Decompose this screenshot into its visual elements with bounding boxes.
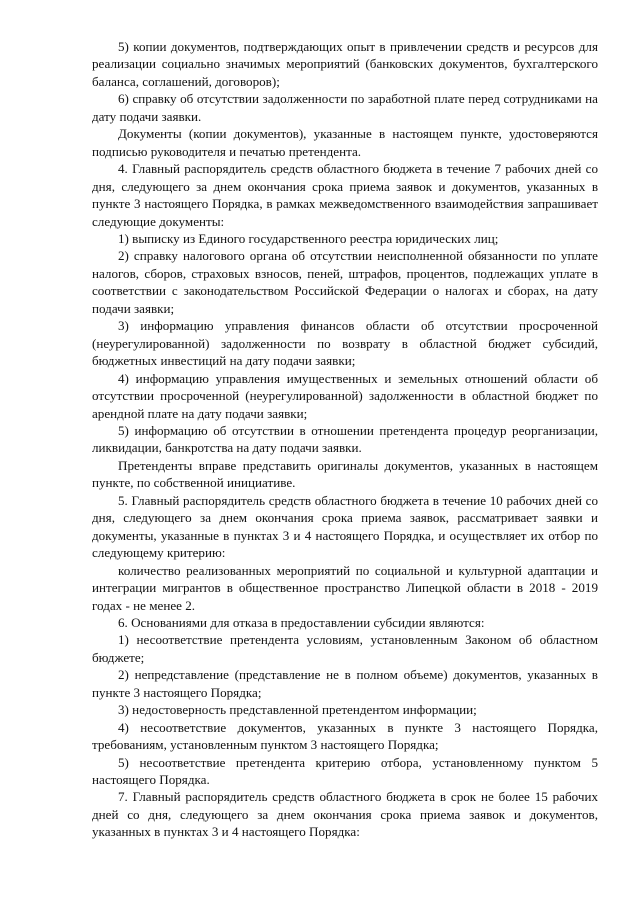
paragraph-section-5: 5. Главный распорядитель средств областного бюджета в течение 10 рабочих дней со дня, следующего за днем окончания срока приема заявок, рассматривает заявки и документы, указанные в пунктах 3 и 4 настоящего Порядка, и осуществляет их отбор по следующему критерию: bbox=[92, 492, 598, 561]
paragraph-refusal-1: 1) несоответствие претендента условиям, установленным Законом об областном бюджете; bbox=[92, 632, 598, 665]
paragraph-item-2-tax: 2) справку налогового органа об отсутствии неисполненной обязанности по уплате налогов, сборов, страховых взносов, пеней, штрафов, процентов, подлежащих уплате в соответствии с законодательством Российской Федерации о налогах и сборах, на дату подачи заявки; bbox=[92, 248, 598, 316]
paragraph-refusal-3: 3) недостоверность представленной претендентом информации; bbox=[118, 702, 477, 718]
paragraph-section-4: 4. Главный распорядитель средств областного бюджета в течение 7 рабочих дней со дня, следующего за днем окончания срока приема заявок и документов, указанных в пункте 3 настоящего Порядка, в рамках межведомственного взаимодействия запрашивает следующие документы: bbox=[92, 161, 598, 229]
paragraph-refusal-4: 4) несоответствие документов, указанных в пункте 3 настоящего Порядка, требованиям, установленным пунктом 3 настоящего Порядка; bbox=[92, 719, 598, 753]
paragraph-item-5-copies: 5) копии документов, подтверждающих опыт в привлечении средств и ресурсов для реализации социально значимых мероприятий (банковских документов, бухгалтерского баланса, соглашений, договоров); bbox=[92, 39, 598, 89]
document-page bbox=[92, 38, 598, 841]
paragraph-section-6: 6. Основаниями для отказа в предоставлении субсидии являются: bbox=[118, 614, 485, 630]
paragraph-section-7: 7. Главный распорядитель средств областного бюджета в срок не более 15 рабочих дней со дня, следующего за днем окончания срока приема заявок и документов, указанных в пунктах 3 и 4 настоящего Порядка: bbox=[92, 789, 598, 840]
paragraph-documents-certification: Документы (копии документов), указанные в настоящем пункте, удостоверяются подписью руководителя и печатью претендента. bbox=[92, 126, 598, 159]
paragraph-refusal-2: 2) непредставление (представление не в полном объеме) документов, указанных в пункте 3 настоящего Порядка; bbox=[92, 667, 598, 700]
paragraph-item-3-finance: 3) информацию управления финансов области об отсутствии просроченной (неурегулированной) задолженности по возврату в областной бюджет субсидий, бюджетных инвестиций на дату подачи заявки; bbox=[92, 318, 598, 369]
paragraph-item-5-bankruptcy: 5) информацию об отсутствии в отношении претендента процедур реорганизации, ликвидации, банкротства на дату подачи заявки. bbox=[92, 422, 598, 456]
paragraph-selection-criterion: количество реализованных мероприятий по социальной и культурной адаптации и интеграции мигрантов в общественное пространство Липецкой области в 2018 - 2019 годах - не менее 2. bbox=[92, 562, 598, 613]
paragraph-item-4-property: 4) информацию управления имущественных и земельных отношений области об отсутствии просроченной (неурегулированной) задолженности в областной бюджет по арендной плате на дату подачи заявки; bbox=[92, 370, 598, 421]
paragraph-item-1-egrul: 1) выписку из Единого государственного реестра юридических лиц; bbox=[118, 230, 499, 246]
paragraph-refusal-5: 5) несоответствие претендента критерию отбора, установленному пунктом 5 настоящего Порядка. bbox=[92, 754, 598, 788]
paragraph-originals-initiative: Претенденты вправе представить оригиналы документов, указанных в настоящем пункте, по собственной инициативе. bbox=[92, 457, 598, 491]
paragraph-item-6-salary-debt: 6) справку об отсутствии задолженности по заработной плате перед сотрудниками на дату подачи заявки. bbox=[92, 91, 598, 124]
